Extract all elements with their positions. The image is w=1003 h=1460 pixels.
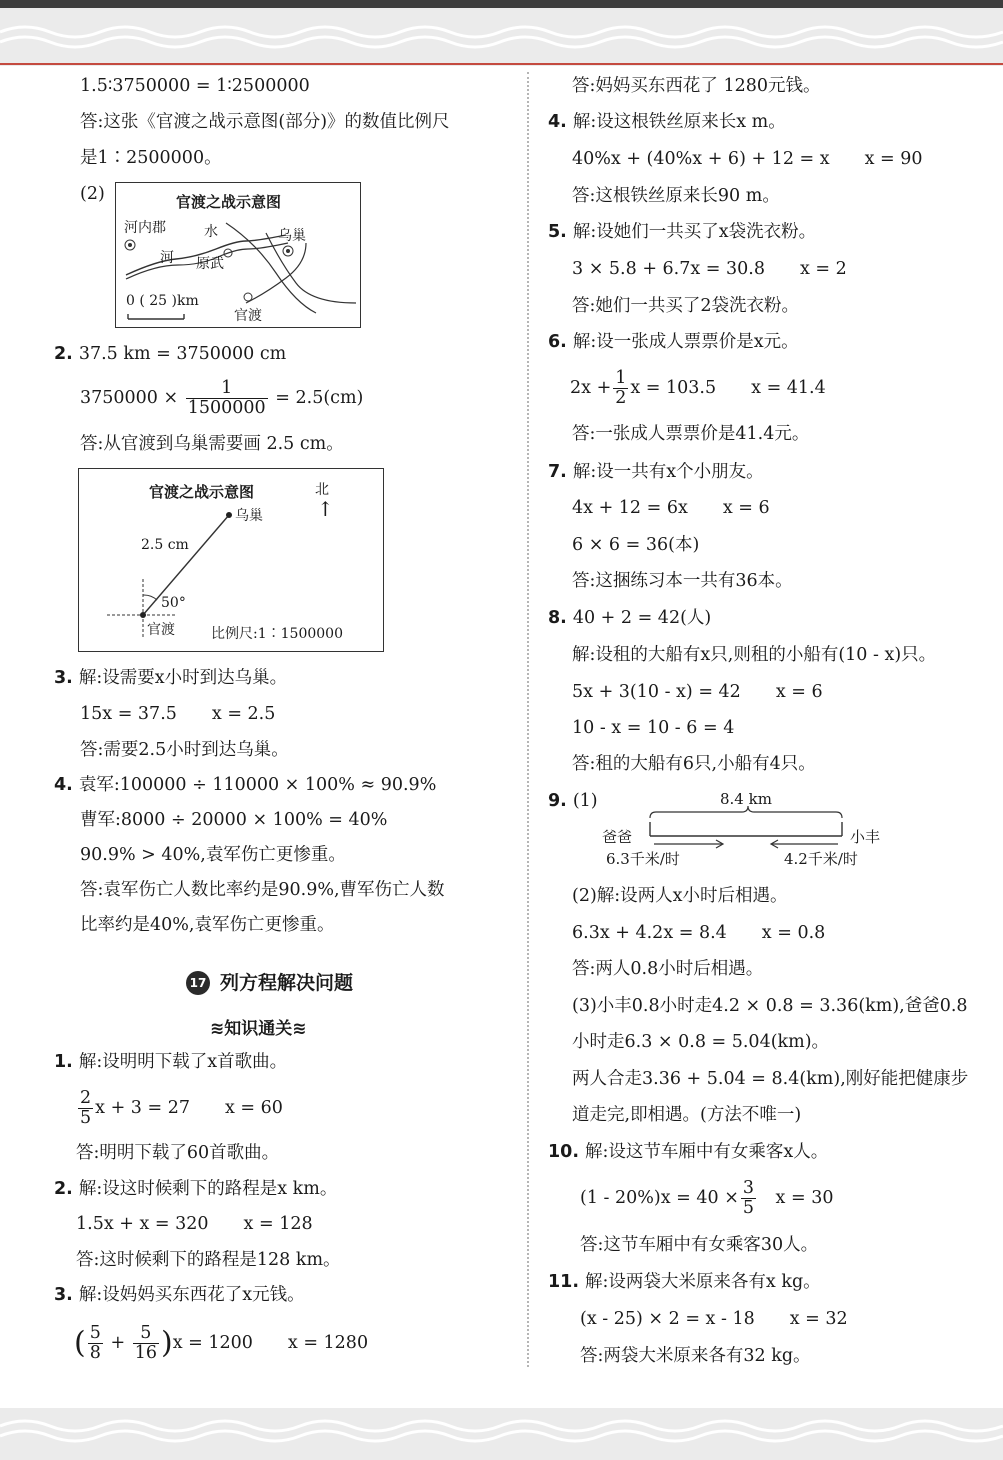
q2-conversion: 37.5 km = 3750000 cm bbox=[78, 344, 287, 364]
total-brace bbox=[650, 806, 842, 818]
k1-equation bbox=[76, 1086, 283, 1130]
r4-number: 4. bbox=[548, 112, 567, 132]
q2-frac-den: 1500000 bbox=[187, 398, 266, 418]
r7-equation: 4x + 12 = 6x x = 6 bbox=[572, 498, 770, 518]
r10-setup: 解:设这节车厢中有女乘客x人。 bbox=[585, 1142, 829, 1162]
subheading: ≋知识通关≋ bbox=[210, 1019, 307, 1039]
wuchao-point bbox=[226, 512, 232, 518]
map1-he: 河 bbox=[160, 250, 174, 266]
r10-frac-num: 3 bbox=[742, 1177, 755, 1198]
r8-line-1 bbox=[548, 606, 711, 630]
r11-setup: 解:设两袋大米原来各有x kg。 bbox=[585, 1272, 821, 1292]
q4-answer-1: 答:袁军伤亡人数比率约是90.9%,曹军伤亡人数 bbox=[80, 880, 445, 900]
map1-henei: 河内郡 bbox=[124, 220, 166, 236]
map1-guandu: 官渡 bbox=[234, 308, 262, 324]
r5-setup: 解:设她们一共买了x袋洗衣粉。 bbox=[572, 222, 817, 242]
q2-answer: 答:从官渡到乌巢需要画 2.5 cm。 bbox=[80, 434, 344, 454]
r7-answer: 答:这捆练习本一共有36本。 bbox=[572, 571, 793, 591]
k3-line-1 bbox=[54, 1283, 305, 1307]
column-divider bbox=[527, 72, 529, 1367]
r11-answer: 答:两袋大米原来各有32 kg。 bbox=[580, 1346, 811, 1366]
guandu-point bbox=[140, 612, 146, 618]
q3-answer: 答:需要2.5小时到达乌巢。 bbox=[80, 740, 289, 760]
k2-number: 2. bbox=[54, 1179, 73, 1199]
k1-setup: 解:设明明下载了x首歌曲。 bbox=[78, 1052, 288, 1072]
r4-line-1 bbox=[548, 110, 786, 134]
k3-b-den: 16 bbox=[134, 1343, 157, 1363]
map1-shui: 水 bbox=[204, 224, 218, 240]
r11-number: 11. bbox=[548, 1272, 580, 1292]
r10-eq-post: x = 30 bbox=[775, 1188, 834, 1208]
r5-answer: 答:她们一共买了2袋洗衣粉。 bbox=[572, 296, 800, 316]
map2-north: 北 bbox=[315, 482, 329, 498]
k2-line-1 bbox=[54, 1177, 337, 1201]
map2-title: 官渡之战示意图 bbox=[149, 483, 255, 501]
bottom-banner bbox=[0, 1408, 1003, 1460]
k1-answer: 答:明明下载了60首歌曲。 bbox=[76, 1143, 280, 1163]
r6-line-1 bbox=[548, 330, 799, 354]
r6-setup: 解:设一张成人票票价是x元。 bbox=[572, 332, 799, 352]
q4-cao: 曹军:8000 ÷ 20000 × 100% = 40% bbox=[80, 810, 388, 830]
q2-fraction bbox=[186, 379, 268, 419]
r6-eq-pre: 2x + bbox=[570, 378, 612, 398]
q3-equation: 15x = 37.5 x = 2.5 bbox=[80, 704, 276, 724]
r4-answer: 答:这根铁丝原来长90 m。 bbox=[572, 186, 780, 206]
map-guandu-2 bbox=[78, 468, 384, 652]
q2-calc-pre: 3750000 × bbox=[80, 388, 179, 408]
r9-part-3-d: 道走完,即相遇。(方法不唯一) bbox=[572, 1105, 802, 1125]
bottom-wave-decoration bbox=[0, 1412, 1003, 1452]
r9-part-3-c: 两人合走3.36 + 5.04 = 8.4(km),刚好能把健康步 bbox=[572, 1069, 969, 1089]
ratio-line: 1.5∶3750000 = 1∶2500000 bbox=[80, 76, 310, 96]
k3-plus: + bbox=[110, 1333, 126, 1353]
top-wave-decoration bbox=[0, 18, 1003, 58]
r8-setup: 解:设租的大船有x只,则租的小船有(10 - x)只。 bbox=[572, 645, 937, 665]
k3-eq-rest: x = 1200 x = 1280 bbox=[172, 1333, 369, 1353]
route-line bbox=[143, 515, 229, 615]
k3-number: 3. bbox=[54, 1285, 73, 1305]
section-title-text: 列方程解决问题 bbox=[220, 972, 354, 994]
top-dark-strip bbox=[0, 0, 1003, 8]
r6-frac-den: 2 bbox=[615, 388, 627, 408]
q2-line-1 bbox=[54, 342, 286, 366]
r8-calc: 40 + 2 = 42(人) bbox=[572, 608, 712, 628]
r6-number: 6. bbox=[548, 332, 567, 352]
diagram-dad: 爸爸 bbox=[602, 828, 633, 846]
r9-number: 9. bbox=[548, 791, 567, 811]
r7-number: 7. bbox=[548, 462, 567, 482]
r9-part-1: (1) bbox=[572, 791, 598, 811]
r10-equation bbox=[580, 1176, 833, 1220]
diagram-dad-speed: 6.3千米/时 bbox=[606, 850, 680, 868]
diagram-total: 8.4 km bbox=[720, 790, 772, 808]
r8-calc-small: 10 - x = 10 - 6 = 4 bbox=[572, 718, 735, 738]
r5-line-1 bbox=[548, 220, 816, 244]
k2-answer: 答:这时候剩下的路程是128 km。 bbox=[76, 1250, 341, 1270]
r9-line-1 bbox=[548, 789, 598, 813]
r10-line-1 bbox=[548, 1140, 828, 1164]
r4-equation: 40%x + (40%x + 6) + 12 = x x = 90 bbox=[572, 149, 923, 169]
r10-eq-pre: (1 - 20%)x = 40 × bbox=[580, 1188, 739, 1208]
r4-setup: 解:设这根铁丝原来长x m。 bbox=[572, 112, 786, 132]
q4-line-1 bbox=[54, 773, 436, 797]
r5-number: 5. bbox=[548, 222, 567, 242]
k3-fraction-b bbox=[133, 1324, 159, 1364]
k3-equation: ( $\frac{5}{8}$ + $\frac{5}{16}$ )x = 1200 x = 1280 bbox=[74, 1322, 369, 1363]
answer-scale-1: 答:这张《官渡之战示意图(部分)》的数值比例尺 bbox=[80, 112, 450, 132]
q4-number: 4. bbox=[54, 775, 73, 795]
r6-eq-post: x = 103.5 x = 41.4 bbox=[630, 378, 826, 398]
r10-answer: 答:这节车厢中有女乘客30人。 bbox=[580, 1235, 819, 1255]
r9-answer: 答:两人0.8小时后相遇。 bbox=[572, 959, 764, 979]
section-badge: 17 bbox=[186, 971, 210, 995]
answer-scale-2: 是1∶2500000。 bbox=[80, 148, 222, 168]
k3-fraction-a bbox=[88, 1324, 103, 1364]
q3-number: 3. bbox=[54, 668, 73, 688]
r7-calc: 6 × 6 = 36(本) bbox=[572, 535, 700, 555]
q2-frac-num: 1 bbox=[186, 379, 268, 399]
r-k3-answer: 答:妈妈买东西花了 1280元钱。 bbox=[572, 76, 821, 96]
k3-a-num: 5 bbox=[89, 1322, 101, 1343]
q3-line-1 bbox=[54, 666, 287, 690]
k1-eq-rest: x + 3 = 27 x = 60 bbox=[95, 1098, 283, 1118]
map1-yuanwu: 原武 bbox=[196, 256, 224, 272]
r6-frac-num: 1 bbox=[615, 367, 627, 388]
map2-guandu: 官渡 bbox=[147, 622, 175, 638]
r10-number: 10. bbox=[548, 1142, 580, 1162]
r10-fraction bbox=[741, 1179, 756, 1219]
map1-title: 官渡之战示意图 bbox=[176, 193, 282, 211]
map1-wuchao: 乌巢 bbox=[278, 228, 306, 244]
meeting-diagram bbox=[596, 788, 906, 870]
r6-equation bbox=[570, 366, 826, 410]
r8-number: 8. bbox=[548, 608, 567, 628]
r8-equation: 5x + 3(10 - x) = 42 x = 6 bbox=[572, 682, 823, 702]
map2-wuchao: 乌巢 bbox=[235, 508, 263, 524]
diagram-xf-speed: 4.2千米/时 bbox=[784, 850, 858, 868]
k1-frac-num: 2 bbox=[80, 1087, 92, 1108]
r8-answer: 答:租的大船有6只,小船有4只。 bbox=[572, 754, 816, 774]
k3-a-den: 8 bbox=[89, 1343, 101, 1363]
q3-setup: 解:设需要x小时到达乌巢。 bbox=[78, 668, 288, 688]
q2-number: 2. bbox=[54, 344, 73, 364]
k1-line-1 bbox=[54, 1050, 287, 1074]
r9-part-2: (2)解:设两人x小时后相遇。 bbox=[572, 886, 788, 906]
diagram-xiaofeng: 小丰 bbox=[850, 828, 881, 846]
k1-frac-den: 5 bbox=[80, 1108, 92, 1128]
r11-line-1 bbox=[548, 1270, 821, 1294]
north-arrow-icon: ↑ bbox=[317, 497, 334, 521]
r6-fraction bbox=[613, 369, 628, 409]
r7-setup: 解:设一共有x个小朋友。 bbox=[572, 462, 764, 482]
k2-setup: 解:设这时候剩下的路程是x km。 bbox=[78, 1179, 338, 1199]
r9-part-3-a: (3)小丰0.8小时走4.2 × 0.8 = 3.36(km),爸爸0.8 bbox=[572, 996, 968, 1016]
guandu-marker bbox=[244, 293, 252, 301]
k1-fraction bbox=[78, 1089, 93, 1129]
k3-b-num: 5 bbox=[133, 1324, 159, 1344]
map2-scale: 比例尺:1∶1500000 bbox=[211, 626, 343, 642]
r9-equation: 6.3x + 4.2x = 8.4 x = 0.8 bbox=[572, 923, 826, 943]
k2-equation: 1.5x + x = 320 x = 128 bbox=[76, 1214, 313, 1234]
r9-part-3-b: 小时走6.3 × 0.8 = 5.04(km)。 bbox=[572, 1032, 830, 1052]
k3-setup: 解:设妈妈买东西花了x元钱。 bbox=[78, 1285, 305, 1305]
r7-line-1 bbox=[548, 460, 764, 484]
q4-compare: 90.9% > 40%,袁军伤亡更惨重。 bbox=[80, 845, 346, 865]
map2-angle: 50° bbox=[161, 595, 186, 611]
r11-equation: (x - 25) × 2 = x - 18 x = 32 bbox=[580, 1309, 848, 1329]
map-guandu-1 bbox=[115, 182, 361, 328]
r10-frac-den: 5 bbox=[742, 1198, 755, 1218]
q2-calc-post: = 2.5(cm) bbox=[275, 388, 364, 408]
r6-answer: 答:一张成人票票价是41.4元。 bbox=[572, 424, 810, 444]
top-banner bbox=[0, 0, 1003, 66]
q4-yuan: 袁军:100000 ÷ 110000 × 100% ≈ 90.9% bbox=[78, 775, 437, 795]
q2-calc bbox=[80, 376, 363, 420]
r5-equation: 3 × 5.8 + 6.7x = 30.8 x = 2 bbox=[572, 259, 847, 279]
q4-answer-2: 比率约是40%,袁军伤亡更惨重。 bbox=[80, 915, 335, 935]
k1-number: 1. bbox=[54, 1052, 73, 1072]
part-2-label: (2) bbox=[80, 184, 105, 204]
section-title bbox=[186, 968, 353, 995]
top-red-rule bbox=[0, 63, 1003, 65]
map2-distance: 2.5 cm bbox=[141, 537, 189, 553]
map1-scale: 0 ( 25 )km bbox=[126, 293, 199, 309]
